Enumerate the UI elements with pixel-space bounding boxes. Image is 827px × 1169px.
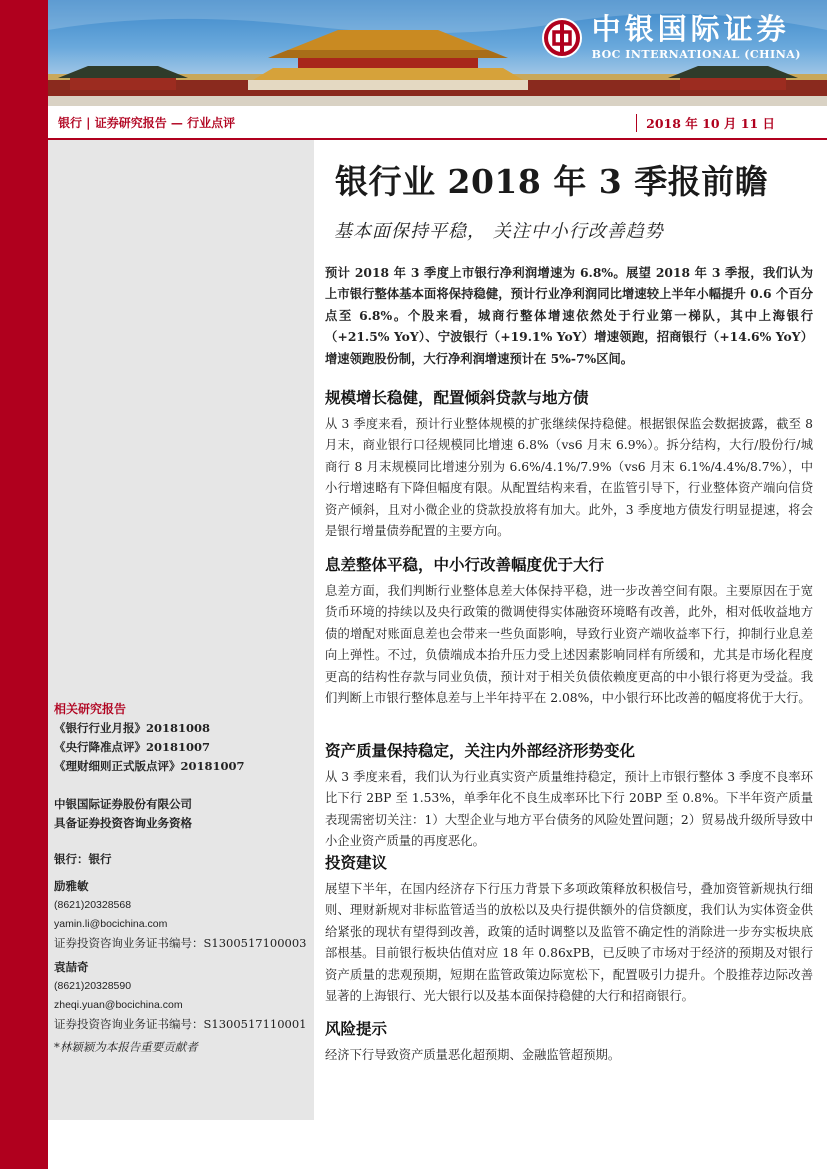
related-reports-title: 相关研究报告 (54, 702, 127, 716)
company-name: 中银国际证券股份有限公司 (54, 797, 192, 811)
analyst-phone: (8621)20328590 (54, 980, 132, 992)
section-heading: 投资建议 (325, 853, 388, 872)
analyst-cert: 证券投资咨询业务证书编号：S1300517110001 (54, 1017, 307, 1031)
industry-label: 银行：银行 (54, 852, 112, 866)
analyst-name: 励雅敏 (54, 879, 89, 893)
section-body: 息差方面，我们判断行业整体息差大体保持平稳，进一步改善空间有限。主要原因在于宽货币环境的持续以及央行政策的微调使得实体融资环境略有改善，此外，相对低收益地方债的增配对账面息差也会带来一些负面影响，导致行业资产端收益率下行，抑制行业息差向上弹性。不过，负债端成本抬升压力受上述因素影响同样有所缓和，尤其是市场化程度更高的结构性存款与同业负债，预计对于相关负债依赖度更高的中小银行将更为受益。我们判断上市银行整体息差与上半年持平在 2.08%，中小银行环比改善的幅度将优于大行。 (325, 584, 813, 706)
section-body: 从 3 季度来看，预计行业整体规模的扩张继续保持稳健。根据银保监会数据披露，截至 8 月末，商业银行口径规模同比增速 6.8%（vs6 月末 6.9%）。拆分结构，大行/股份行/城商行 8 月末规模同比增速分别为 6.6%/4.1%/7.9%（vs6 月末 6.1%/4.4%/8.7%），中小行增速略有下降但幅度有限。从配置结构来看，在监管引导下，行业整体资产端向信贷资产倾斜，且对小微企业的贷款投放将有加大。此外，3 季度地方债发行明显提速，将会是银行增量债券配置的主要方向。 (325, 417, 813, 539)
section-heading: 规模增长稳健，配置倾斜贷款与地方债 (325, 388, 589, 407)
analyst-email[interactable]: zheqi.yuan@bocichina.com (54, 999, 183, 1011)
analyst-name: 袁喆奇 (54, 960, 89, 974)
sidebar (48, 140, 314, 1120)
breadcrumb-bar (48, 106, 827, 140)
header-banner (48, 0, 827, 106)
boc-logo-icon (542, 18, 582, 58)
report-date: 2018 年 10 月 11 日 (646, 116, 775, 131)
breadcrumb: 银行 | 证券研究报告 — 行业点评 (58, 116, 236, 130)
analyst-cert: 证券投资咨询业务证书编号：S1300517100003 (54, 936, 307, 950)
brand-name-en: BOC INTERNATIONAL (CHINA) (591, 48, 801, 61)
related-report-item[interactable]: 《央行降准点评》20181007 (54, 740, 211, 754)
analyst-email[interactable]: yamin.li@bocichina.com (54, 918, 168, 930)
section-heading: 息差整体平稳，中小行改善幅度优于大行 (325, 555, 605, 574)
section-body: 展望下半年，在国内经济存下行压力背景下多项政策释放积极信号，叠加资管新规执行细则、理财新规对非标监管适当的放松以及央行提供额外的信贷额度，我们认为实体资金供给紧张的现状有望得到改善，政策的适时调整以及监管不确定性的消除进一步夯实板块底部根基。目前银行板块估值对应 18 年 0.86xPB，已反映了市场对于经济的预期及对银行资产质量的悲观预期，短期在监管政策边际宽松下，配置吸引力提升。个股推荐边际改善显著的上海银行、光大银行以及基本面保持稳健的大行和招商银行。 (325, 882, 813, 1004)
report-summary: 预计 2018 年 3 季度上市银行净利润增速为 6.8%。展望 2018 年 3 季报，我们认为上市银行整体基本面将保持稳健，预计行业净利润同比增速较上半年小幅提升 0.6 个百分点至 6.8%。个股来看，城商行整体增速依然处于行业第一梯队，其中上海银行（+21.5% YoY）、宁波银行（+19.1% YoY）增速领跑，招商银行（+14.6% YoY）增速领跑股份制，大行净利润增速预计在 5%-7%区间。 (325, 265, 813, 366)
analyst-phone: (8621)20328568 (54, 899, 132, 911)
company-info (54, 795, 192, 833)
section-body: 从 3 季度来看，我们认为行业真实资产质量维持稳定，预计上市银行整体 3 季度不良率环比下行 2BP 至 1.53%，单季年化不良生成率环比下行 20BP 至 0.8%。下半年资产质量表现需密切关注：1）大型企业与地方平台债务的风险处置问题；2）贸易战升级所导致中小企业资产质量的再度恶化。 (325, 770, 813, 849)
section-heading: 风险提示 (325, 1019, 388, 1038)
report-subtitle: 基本面保持平稳， 关注中小行改善趋势 (334, 221, 664, 242)
related-reports (54, 700, 245, 776)
brand-logo (542, 14, 801, 61)
left-red-bar (0, 0, 48, 1169)
analyst-2 (54, 958, 307, 1034)
analyst-1 (54, 877, 307, 953)
report-title: 银行业 2018 年 3 季报前瞻 (335, 162, 769, 201)
section-body: 经济下行导致资产质量恶化超预期、金融监管超预期。 (325, 1048, 621, 1062)
brand-name-cn: 中银国际证券 (591, 12, 790, 46)
related-report-item[interactable]: 《银行行业月报》20181008 (54, 721, 211, 735)
breadcrumb-divider (636, 114, 637, 132)
contributor-note: *林颖颖为本报告重要贡献者 (54, 1040, 198, 1054)
company-qualification: 具备证券投资咨询业务资格 (54, 816, 192, 830)
section-heading: 资产质量保持稳定，关注内外部经济形势变化 (325, 741, 636, 760)
related-report-item[interactable]: 《理财细则正式版点评》20181007 (54, 759, 245, 773)
